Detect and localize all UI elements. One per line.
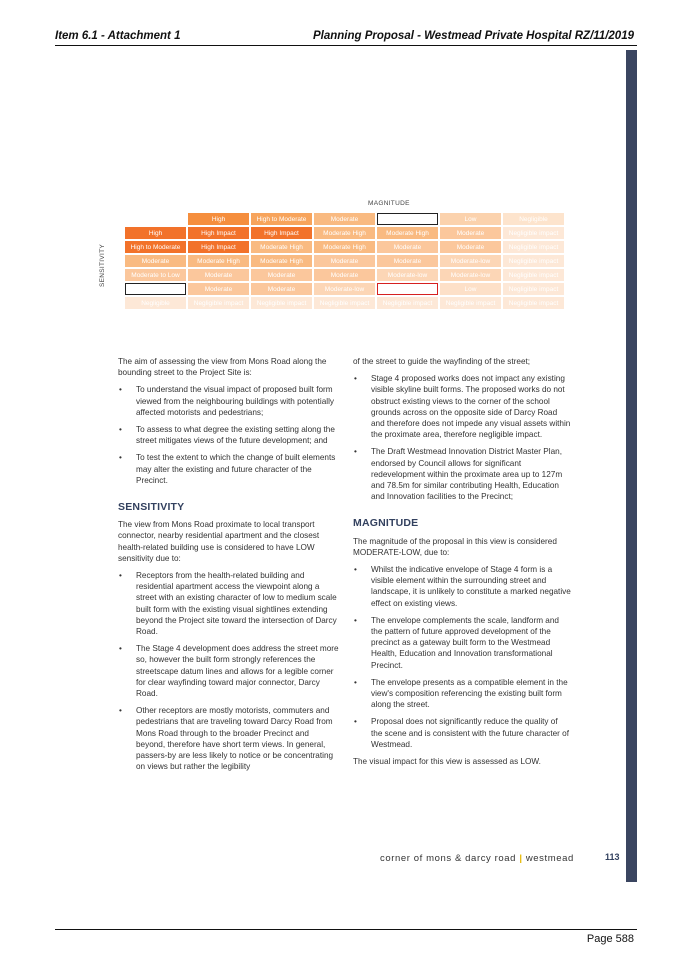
- magnitude-bullet-list: [353, 564, 571, 750]
- brand-part-2: westmead: [525, 853, 574, 864]
- list-item: • Receptors from the health-related building and residential apartment access the viewpoint along a street with an existing character of low to medium scale built form with the existing visual sightlines extending beyond the Project site toward the intersection of Darcy Road.: [118, 570, 340, 637]
- matrix-cell: Low: [377, 283, 438, 295]
- list-item: • The Stage 4 development does address the street more so, however the built form strongly references the streetscape datum lines and allows for a legible corner for clear wayfinding toward major connector, Darcy Road.: [118, 643, 340, 699]
- list-item: • To assess to what degree the existing setting along the street mitigates views of the future development; and: [118, 424, 340, 446]
- matrix-table: [123, 211, 566, 311]
- right-column: [353, 356, 571, 773]
- list-item: • Other receptors are mostly motorists, commuters and pedestrians that are traveling toward Darcy Road from Mons Road through to the broader Precinct and beyond, therefore have short term views. In general, passers-by are less likely to notice or be concentrating on views but rather the legibility: [118, 705, 340, 772]
- matrix-cell: Moderate-low: [377, 269, 438, 281]
- matrix-cell: Negligible impact: [503, 283, 564, 295]
- matrix-row-label: High: [125, 227, 186, 239]
- header-left-title: Item 6.1 - Attachment 1: [55, 30, 181, 42]
- matrix-cell: High Impact: [188, 241, 249, 253]
- matrix-cell: Negligible impact: [503, 255, 564, 267]
- matrix-cell: Moderate High: [188, 255, 249, 267]
- matrix-cell: Negligible impact: [251, 297, 312, 309]
- left-column: [118, 356, 340, 779]
- page-label: Page 588: [586, 933, 634, 945]
- matrix-cell: Moderate: [377, 255, 438, 267]
- sensitivity-bullet-list: [118, 570, 340, 772]
- footer-brand: [380, 853, 574, 864]
- matrix-column-header: Moderate to Low: [377, 213, 438, 225]
- list-item: • To test the extent to which the change of built elements may alter the existing and future character of the Precinct.: [118, 452, 340, 486]
- footer-rule: [55, 929, 637, 930]
- matrix-cell: Moderate: [188, 283, 249, 295]
- matrix-row: [125, 241, 564, 253]
- sensitivity-intro: The view from Mons Road proximate to local transport connector, nearby residential apartment and the closest health-related building use is considered to have LOW sensitivity due to:: [118, 520, 320, 563]
- matrix-cell: Moderate-low: [440, 269, 501, 281]
- matrix-column-header: Low: [440, 213, 501, 225]
- matrix-cell: Negligible impact: [188, 297, 249, 309]
- matrix-cell: Negligible impact: [503, 227, 564, 239]
- continuation-paragraph: of the street to guide the wayfinding of the street;: [353, 357, 531, 366]
- matrix-row: [125, 227, 564, 239]
- matrix-cell: Low: [440, 283, 501, 295]
- matrix-row-label: Low: [125, 283, 186, 295]
- magnitude-intro: The magnitude of the proposal in this view is considered MODERATE-LOW, due to:: [353, 536, 557, 557]
- matrix-cell: Moderate: [314, 269, 375, 281]
- matrix-row-label: Moderate to Low: [125, 269, 186, 281]
- matrix-cell: Moderate-low: [314, 283, 375, 295]
- matrix-cell: Moderate: [251, 283, 312, 295]
- matrix-column-header: High to Moderate: [251, 213, 312, 225]
- matrix-cell: Moderate: [251, 269, 312, 281]
- list-item: • Whilst the indicative envelope of Stage 4 form is a visible element within the surrounding street and landscape, it is unlikely to constitute a marked negative effect on existing views.: [353, 564, 571, 609]
- matrix-cell: Negligible impact: [377, 297, 438, 309]
- intro-bullet-list: [118, 384, 340, 486]
- impact-matrix: [99, 197, 583, 327]
- header-rule: [55, 45, 637, 46]
- list-item: • The envelope presents as a compatible element in the view's composition referencing the existing built form along the street.: [353, 677, 571, 711]
- matrix-column-header: High: [188, 213, 249, 225]
- report-page-number: 113: [605, 852, 620, 862]
- matrix-cell: Moderate High: [314, 241, 375, 253]
- sensitivity-heading: SENSITIVITY: [118, 501, 185, 514]
- matrix-sensitivity-title: SENSITIVITY: [99, 243, 106, 287]
- matrix-cell: High Impact: [188, 227, 249, 239]
- side-accent-bar: [626, 50, 637, 882]
- matrix-row: [125, 283, 564, 295]
- matrix-row: [125, 255, 564, 267]
- magnitude-heading: MAGNITUDE: [353, 517, 419, 530]
- matrix-cell: Negligible impact: [503, 269, 564, 281]
- matrix-cell: Moderate High: [251, 255, 312, 267]
- matrix-cell: Moderate: [440, 241, 501, 253]
- matrix-cell: Negligible impact: [440, 297, 501, 309]
- continuation-bullet-list: [353, 373, 571, 502]
- list-item: • Stage 4 proposed works does not impact any existing visible skyline built forms. The proposed works do not obstruct existing views to the corner of the school grounds across on the opposite side of Darcy Road and therefore does not impede any visual assets within the proximate area, therefore negligible impact.: [353, 373, 571, 440]
- list-item: • To understand the visual impact of proposed built form viewed from the neighbouring buildings with potentially affected motorists and pedestrians;: [118, 384, 340, 418]
- matrix-row-label: High to Moderate: [125, 241, 186, 253]
- conclusion-paragraph: The visual impact for this view is assessed as LOW.: [353, 757, 541, 767]
- matrix-cell: Moderate High: [377, 227, 438, 239]
- matrix-header-row: [125, 213, 564, 225]
- list-item: • Proposal does not significantly reduce the quality of the scene and is consistent with the future character of Westmead.: [353, 716, 571, 750]
- matrix-row: [125, 269, 564, 281]
- brand-separator: |: [519, 853, 523, 864]
- matrix-cell: Moderate: [377, 241, 438, 253]
- list-item: • The envelope complements the scale, landform and the pattern of future approved development of the precinct as a gateway built form to the Westmead Health, Education and Innovation transformational Precinct.: [353, 615, 571, 671]
- matrix-row-label: Negligible: [125, 297, 186, 309]
- matrix-cell: Moderate: [314, 255, 375, 267]
- matrix-cell: Negligible impact: [314, 297, 375, 309]
- matrix-cell: Moderate High: [314, 227, 375, 239]
- matrix-cell: Moderate: [188, 269, 249, 281]
- matrix-corner: [125, 213, 186, 225]
- brand-part-1: corner of mons & darcy road: [380, 853, 517, 864]
- matrix-cell: Moderate High: [251, 241, 312, 253]
- intro-paragraph: The aim of assessing the view from Mons Road along the bounding street to the Project Site is:: [118, 357, 327, 378]
- matrix-cell: High Impact: [251, 227, 312, 239]
- matrix-cell: Negligible impact: [503, 297, 564, 309]
- matrix-row-label: Moderate: [125, 255, 186, 267]
- matrix-magnitude-title: MAGNITUDE: [368, 200, 410, 207]
- list-item: • The Draft Westmead Innovation District Master Plan, endorsed by Council allows for significant redevelopment within the proximate area up to 127m and 78.5m for similar contributing Health, Education and Innovation facilities to the Precinct;: [353, 446, 571, 502]
- matrix-column-header: Negligible: [503, 213, 564, 225]
- matrix-column-header: Moderate: [314, 213, 375, 225]
- matrix-cell: Negligible impact: [503, 241, 564, 253]
- matrix-cell: Moderate-low: [440, 255, 501, 267]
- matrix-row: [125, 297, 564, 309]
- header-right-title: Planning Proposal - Westmead Private Hospital RZ/11/2019: [312, 30, 634, 42]
- matrix-cell: Moderate: [440, 227, 501, 239]
